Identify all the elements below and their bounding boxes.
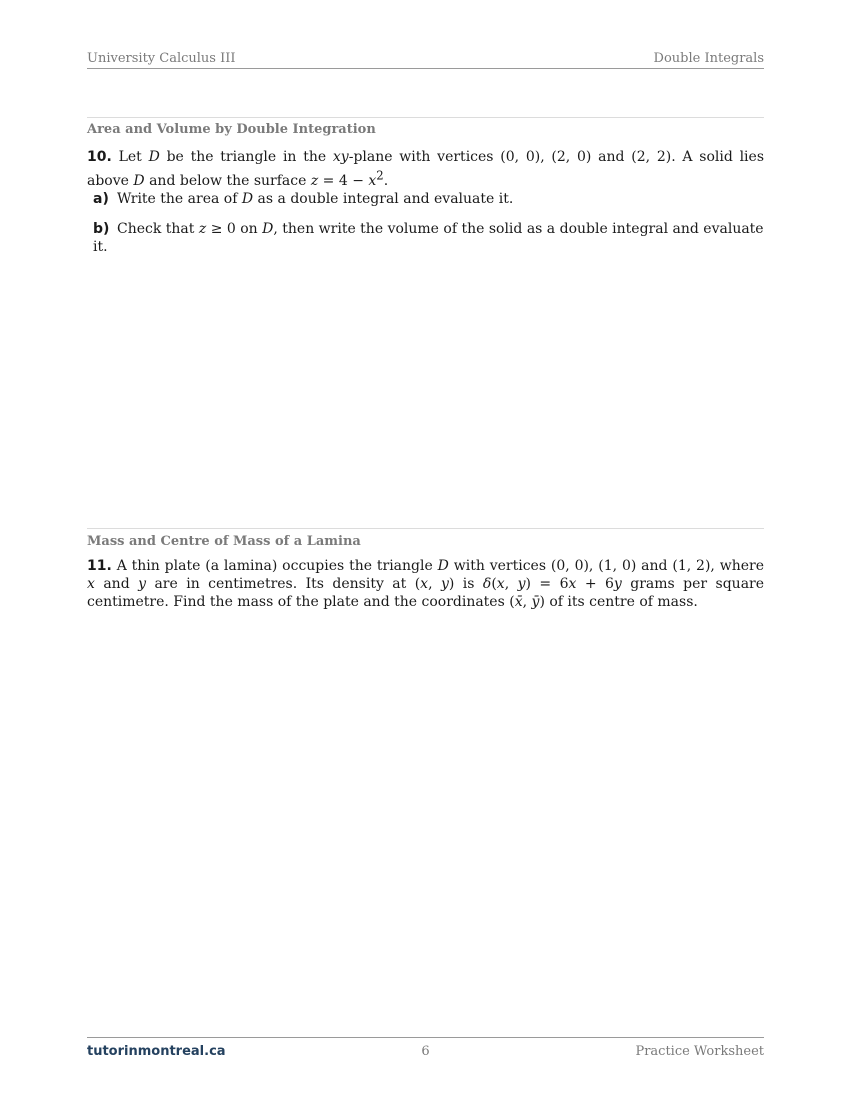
part-label: b) [93,221,110,237]
problem-number: 11. [87,558,112,574]
problem-11 [87,557,764,611]
part-label: a) [93,191,109,207]
site-link[interactable]: tutorinmontreal.ca [87,1044,226,1059]
worksheet-label: Practice Worksheet [635,1044,764,1059]
problem-text: Let D be the triangle in the xy-plane with vertices (0, 0), (2, 0) and (2, 2). A solid lies above D and below the surface $z = 4 - x^2$. [87,149,765,189]
chapter-title: Double Integrals [653,51,764,66]
section-title-mass-centre: Mass and Centre of Mass of a Lamina [87,534,361,549]
problem-10 [87,148,764,190]
part-text: Write the area of D as a double integral and evaluate it. [117,191,514,207]
page-footer [87,1037,764,1062]
section-divider [87,528,764,529]
part-text: Check that z ≥ 0 on D, then write the volume of the solid as a double integral and evaluate it. [93,221,764,255]
part-a [93,190,764,208]
problem-number: 10. [87,149,112,165]
problem-text: A thin plate (a lamina) occupies the triangle D with vertices (0, 0), (1, 0) and (1, 2), where x and y are in centimetres. Its density at (x, y) is δ(x, y) = 6x + 6y grams per square centimetre. Find the mass of the plate and the coordinates (x̄, ȳ) of its centre of mass. [87,558,765,610]
page-header [87,50,764,69]
page-number: 6 [421,1044,430,1059]
part-b [93,220,764,256]
section-divider [87,117,764,118]
course-title: University Calculus III [87,51,236,66]
section-title-area-volume: Area and Volume by Double Integration [87,122,376,137]
